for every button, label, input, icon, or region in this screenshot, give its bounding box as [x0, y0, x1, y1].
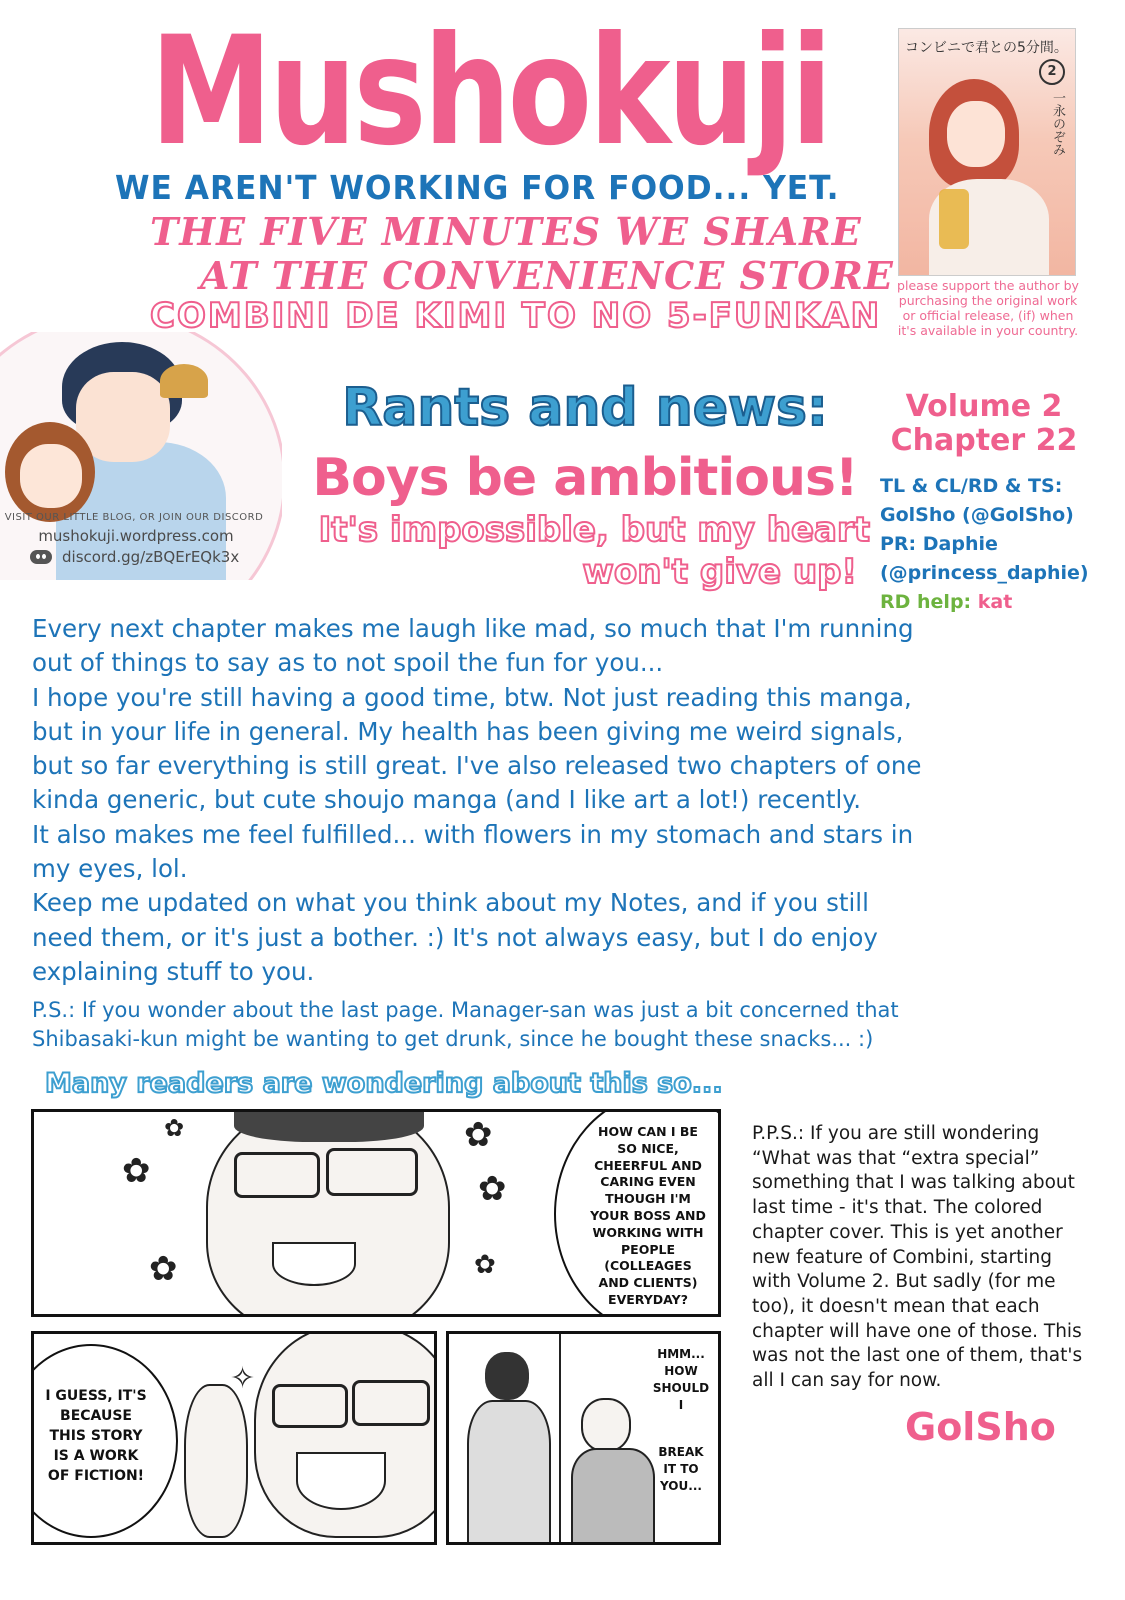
- volume-chapter-label: [884, 390, 1084, 458]
- signature: GolSho: [905, 1405, 1056, 1449]
- volume-cover-image: [898, 28, 1076, 276]
- shibasaki-head: [485, 1352, 529, 1400]
- flower-icon: ✿: [464, 1115, 493, 1155]
- manager-small-head: [581, 1398, 631, 1452]
- notes-paragraph: Keep me updated on what you think about my Notes, and if you still need them, or it's just a bother. :) It's not always easy, but I do enjoy explaining stuff to you.: [32, 888, 878, 986]
- credit-rd-name: kat: [977, 591, 1013, 613]
- series-title-romaji: COMBINI DE KIMI TO NO 5-FUNKAN: [150, 296, 882, 336]
- manager-glasses-right: [352, 1380, 430, 1426]
- chapter-subtitle-line1: It's impossible, but my heart: [318, 510, 870, 550]
- comic-panel-3: [446, 1331, 721, 1545]
- blog-link[interactable]: mushokuji.wordpress.com: [38, 527, 234, 545]
- manager-glasses-right: [326, 1148, 418, 1196]
- rants-heading: Rants and news:: [342, 378, 828, 438]
- manager-glasses-left: [234, 1152, 320, 1198]
- speech-text: HMM... HOW SHOULD I: [652, 1347, 710, 1412]
- cover-author: 一永のぞみ: [1050, 91, 1065, 156]
- chapter-label: Chapter 22: [890, 423, 1078, 458]
- manager-glasses-left: [272, 1384, 348, 1428]
- cover-girl-face: [947, 101, 1005, 167]
- volume-label: Volume 2: [905, 389, 1063, 424]
- credit-pr-handle: (@princess_daphie): [880, 562, 1089, 584]
- pps-note: P.P.S.: If you are still wondering “What was that “extra special” something that I was talking about last time - it's that. The colored chapter cover. This is yet another new feature of Combini, starting with Volume 2. But sadly (for me too), it doesn't mean that each chapter will have one of those. This was not the last one of them, that's all I can say for now.: [752, 1123, 1083, 1392]
- comic-panel-1: [31, 1109, 721, 1317]
- notes-postscript: P.S.: If you wonder about the last page. Manager-san was just a bit concerned that Shibasaki-kun might be wanting to get drunk, since he bought these snacks... :): [32, 998, 899, 1051]
- cover-title: コンビニで君との5分間。: [905, 40, 1068, 56]
- discord-icon: [30, 550, 52, 564]
- cover-drink: [939, 189, 969, 249]
- chapter-title: Boys be ambitious!: [312, 448, 858, 508]
- flower-icon: ✿: [122, 1151, 151, 1191]
- flower-icon: ✿: [164, 1114, 185, 1142]
- promo-fan: [160, 364, 208, 398]
- sparkle-icon: ✧: [230, 1361, 256, 1396]
- series-title-line2: AT THE CONVENIENCE STORE: [200, 253, 894, 298]
- series-title-line1: THE FIVE MINUTES WE SHARE: [150, 209, 862, 254]
- comic-panel-2: [31, 1331, 437, 1545]
- speech-text: BREAK IT TO YOU...: [658, 1445, 704, 1493]
- cover-volume-number: 2: [1039, 59, 1065, 85]
- notes-paragraph: Every next chapter makes me laugh like mad, so much that I'm running out of things to say as to not spoil the fun for you...: [32, 614, 914, 678]
- chapter-subtitle-line2: won't give up!: [582, 552, 857, 592]
- notes-body: [32, 612, 932, 989]
- discord-link[interactable]: [30, 548, 270, 566]
- speech-text: I GUESS, IT'S BECAUSE THIS STORY IS A WORK OF FICTION!: [45, 1388, 147, 1484]
- credit-tl-label: TL & CL/RD & TS:: [880, 475, 1063, 497]
- flower-icon: ✿: [478, 1169, 507, 1209]
- discord-url: discord.gg/zBQErEQk3x: [62, 548, 240, 566]
- site-tagline: WE AREN'T WORKING FOR FOOD... YET.: [115, 168, 840, 207]
- support-author-note: please support the author by purchasing the original work or official release, (if) when it's available in your country.: [897, 278, 1079, 338]
- notes-paragraph: I hope you're still having a good time, btw. Not just reading this manga, but in your life in general. My health has been giving me weird signals, but so far everything is still great. I've also released two chapters of one kinda generic, but cute shoujo manga (and I like art a lot!) recently.: [32, 682, 922, 815]
- shibasaki-body: [467, 1400, 551, 1545]
- flower-icon: ✿: [474, 1250, 496, 1280]
- manager-small-body: [571, 1448, 655, 1545]
- manager-hand: [184, 1384, 248, 1538]
- promo-girl-face: [20, 444, 82, 508]
- comic-heading: Many readers are wondering about this so...: [45, 1068, 723, 1099]
- notes-paragraph: It also makes me feel fulfilled... with flowers in my stomach and stars in my eyes, lol.: [32, 819, 914, 884]
- speech-text: HOW CAN I BE SO NICE, CHEERFUL AND CARING EVEN THOUGH I'M YOUR BOSS AND WORKING WITH PEOPLE (COLLEAGES AND CLIENTS) EVERYDAY?: [590, 1124, 706, 1307]
- manager-mouth: [296, 1452, 386, 1510]
- site-logo: Mushokuji: [150, 5, 830, 179]
- series-title-english: [150, 209, 894, 298]
- flower-icon: ✿: [149, 1249, 178, 1289]
- credit-pr-label: PR: Daphie: [880, 533, 998, 555]
- credit-tl-name: GolSho (@GolSho): [880, 504, 1074, 526]
- credit-rd-label: RD help:: [880, 591, 972, 613]
- credits-block: [880, 472, 1120, 617]
- manager-hair: [234, 1109, 424, 1142]
- promo-visit-text: VISIT OUR LITTLE BLOG, OR JOIN OUR DISCORD: [4, 512, 264, 523]
- manager-mouth: [272, 1242, 356, 1286]
